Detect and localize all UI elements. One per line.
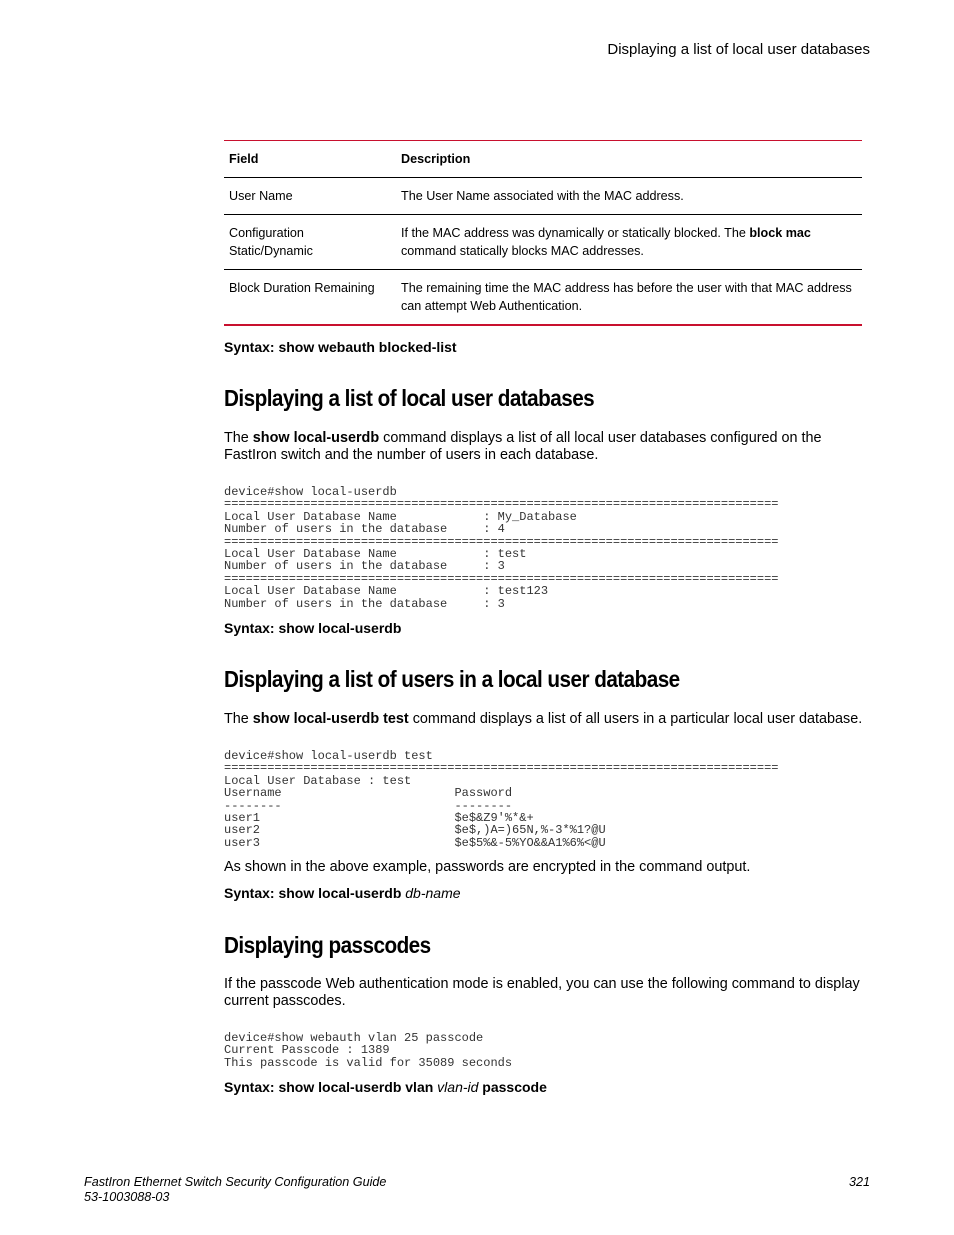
code-block-local-userdb: device#show local-userdb ============================================================================= Local User Database Name : My_Database Number of users in the database : 4 ============================================================================= Local User Database Name : test Number of users in the database : 3 ============================================================================= Local User Database Name : test123 Number of users in the database : 3	[224, 485, 779, 611]
footer-guide-info	[84, 1175, 386, 1205]
syntax-local-userdb: Syntax: show local-userdb	[224, 620, 402, 636]
description-cell: The remaining time the MAC address has before the user with that MAC address can attempt Web Authentication.	[401, 281, 852, 313]
running-header: Displaying a list of local user databases	[607, 41, 870, 58]
section-heading-users-in-database: Displaying a list of users in a local user database	[224, 666, 680, 692]
field-cell: Block Duration Remaining	[229, 281, 375, 295]
field-description-table	[224, 140, 862, 326]
footer-doc-number: 53-1003088-03	[84, 1190, 170, 1204]
code-block-passcode: device#show webauth vlan 25 passcode Current Passcode : 1389 This passcode is valid for 35089 seconds	[224, 1031, 513, 1070]
section-paragraph: If the passcode Web authentication mode is enabled, you can use the following command to display current passcodes.	[224, 976, 860, 1009]
field-cell: User Name	[224, 178, 396, 215]
syntax-passcode: Syntax: show local-userdb vlan vlan-id passcode	[224, 1079, 547, 1095]
code-block-local-userdb-test: device#show local-userdb test ============================================================================= Local User Database : test Username Password -------- -------- user1 $e$&Z9'%*&+ user2 $e$,)A=)65N,%-3*%1?@U user3 $e$5%&-5%YO&&A1%6%<@U	[224, 749, 779, 850]
page-number: 321	[848, 1175, 870, 1189]
section-heading-passcodes: Displaying passcodes	[224, 932, 431, 958]
table-row	[224, 215, 862, 270]
section-paragraph: The show local-userdb command displays a list of all local user databases configured on the FastIron switch and the number of users in each database.	[224, 430, 822, 463]
table-header-row	[224, 141, 862, 178]
field-cell: Configuration Static/Dynamic	[224, 215, 396, 270]
syntax-blocked-list: Syntax: show webauth blocked-list	[224, 339, 457, 355]
section-paragraph: The show local-userdb test command displays a list of all users in a particular local user database.	[224, 711, 863, 727]
footer-guide-title: FastIron Ethernet Switch Security Configuration Guide	[84, 1175, 387, 1189]
column-header-field: Field	[224, 141, 396, 178]
description-cell: If the MAC address was dynamically or statically blocked. The block mac command statically blocks MAC addresses.	[396, 215, 862, 270]
syntax-local-userdb-dbname: Syntax: show local-userdb db-name	[224, 885, 461, 901]
table-row	[224, 178, 862, 215]
section-heading-local-user-databases: Displaying a list of local user databases	[224, 385, 595, 411]
description-cell: The User Name associated with the MAC address.	[396, 178, 862, 215]
table-row	[224, 270, 862, 326]
column-header-description: Description	[396, 141, 862, 178]
encryption-note: As shown in the above example, passwords are encrypted in the command output.	[224, 859, 751, 875]
